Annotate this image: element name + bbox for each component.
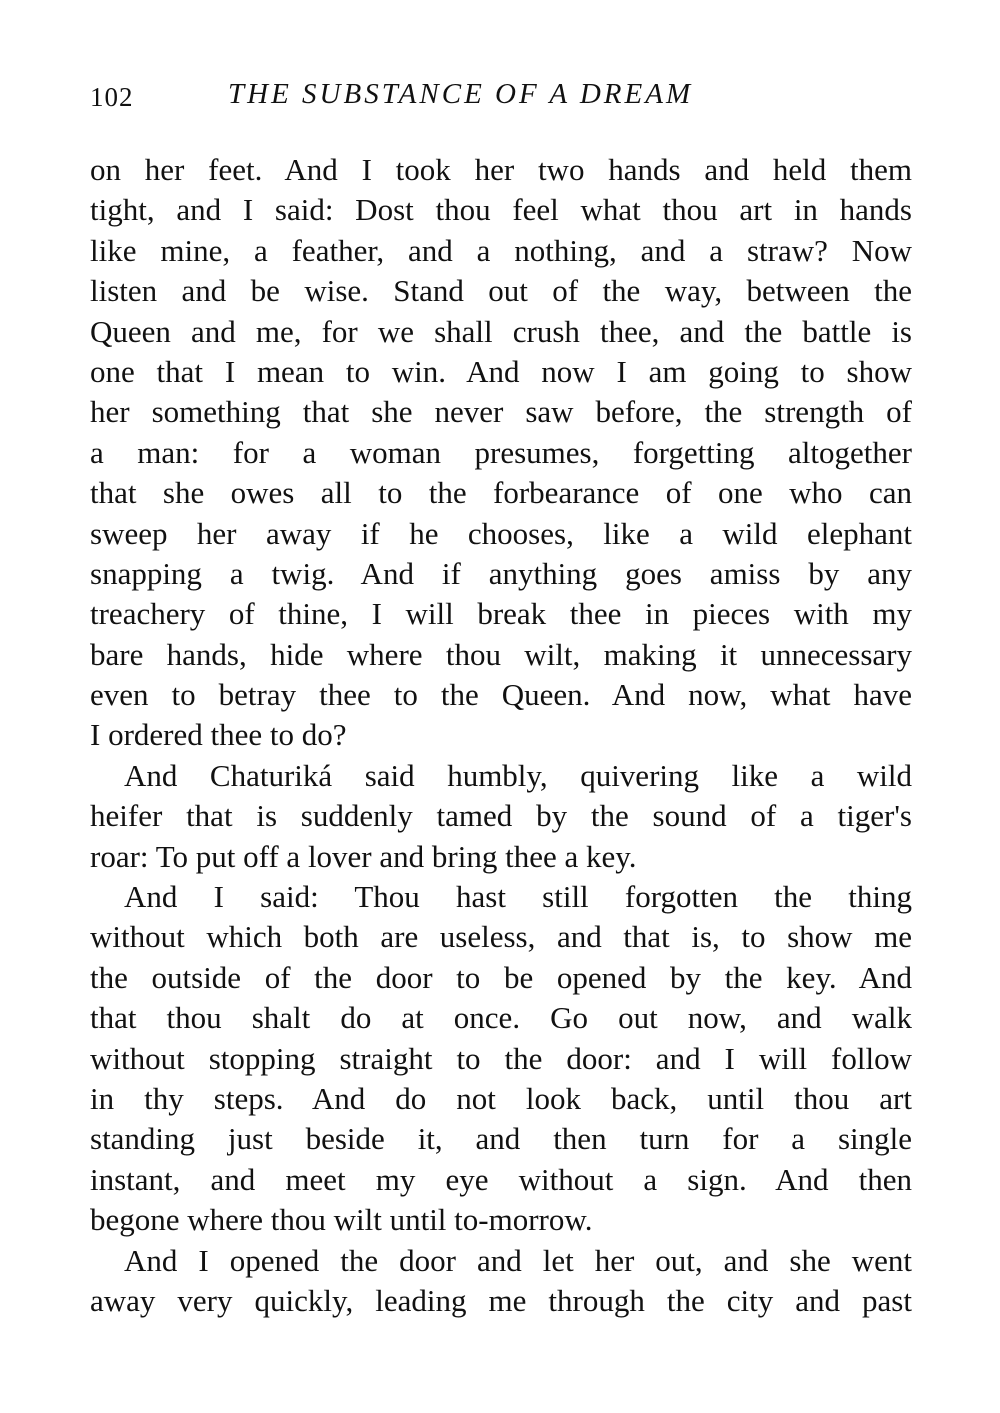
text-line: even to betray thee to the Queen. And now, what have xyxy=(90,677,912,713)
text-line: that thou shalt do at once. Go out now, and walk xyxy=(90,1000,912,1036)
text-line: like mine, a feather, and a nothing, and a straw? Now xyxy=(90,232,912,268)
text-line: I ordered thee to do? xyxy=(90,717,347,753)
page-number: 102 xyxy=(90,82,134,112)
running-title: THE SUBSTANCE OF A DREAM xyxy=(228,78,694,110)
text-line: tight, and I said: Dost thou feel what thou art in hands xyxy=(90,192,912,228)
text-line: And I said: Thou hast still forgotten the thing xyxy=(124,879,912,915)
text-line: bare hands, hide where thou wilt, making it unnecessary xyxy=(90,636,912,672)
text-line: instant, and meet my eye without a sign. And then xyxy=(90,1161,912,1197)
text-line: And I opened the door and let her out, and she went xyxy=(124,1242,912,1278)
text-line: And Chaturiká said humbly, quivering like a wild xyxy=(124,757,912,793)
text-line: roar: To put off a lover and bring thee a key. xyxy=(90,838,637,874)
text-line: in thy steps. And do not look back, until thou art xyxy=(90,1080,912,1116)
text-line: her something that she never saw before, the strength of xyxy=(90,394,912,430)
text-line: heifer that is suddenly tamed by the sound of a tiger's xyxy=(90,798,912,834)
text-line: away very quickly, leading me through the city and past xyxy=(90,1282,912,1318)
text-line: on her feet. And I took her two hands and held them xyxy=(90,152,912,187)
page-header xyxy=(90,78,912,122)
body-text xyxy=(90,150,912,1321)
text-line: standing just beside it, and then turn for a single xyxy=(90,1121,912,1157)
text-line: begone where thou wilt until to-morrow. xyxy=(90,1202,593,1238)
text-line: snapping a twig. And if anything goes amiss by any xyxy=(90,555,912,591)
text-line: that she owes all to the forbearance of one who can xyxy=(90,475,912,511)
text-line: Queen and me, for we shall crush thee, and the battle is xyxy=(90,313,912,349)
text-line: without stopping straight to the door: and I will follow xyxy=(90,1040,912,1076)
text-line: without which both are useless, and that is, to show me xyxy=(90,919,912,955)
text-line: sweep her away if he chooses, like a wild elephant xyxy=(90,515,912,551)
text-line: listen and be wise. Stand out of the way, between the xyxy=(90,273,912,309)
text-line: a man: for a woman presumes, forgetting altogether xyxy=(90,434,912,470)
text-line: the outside of the door to be opened by the key. And xyxy=(90,959,912,995)
text-line: treachery of thine, I will break thee in pieces with my xyxy=(90,596,912,632)
text-line: one that I mean to win. And now I am going to show xyxy=(90,353,912,389)
